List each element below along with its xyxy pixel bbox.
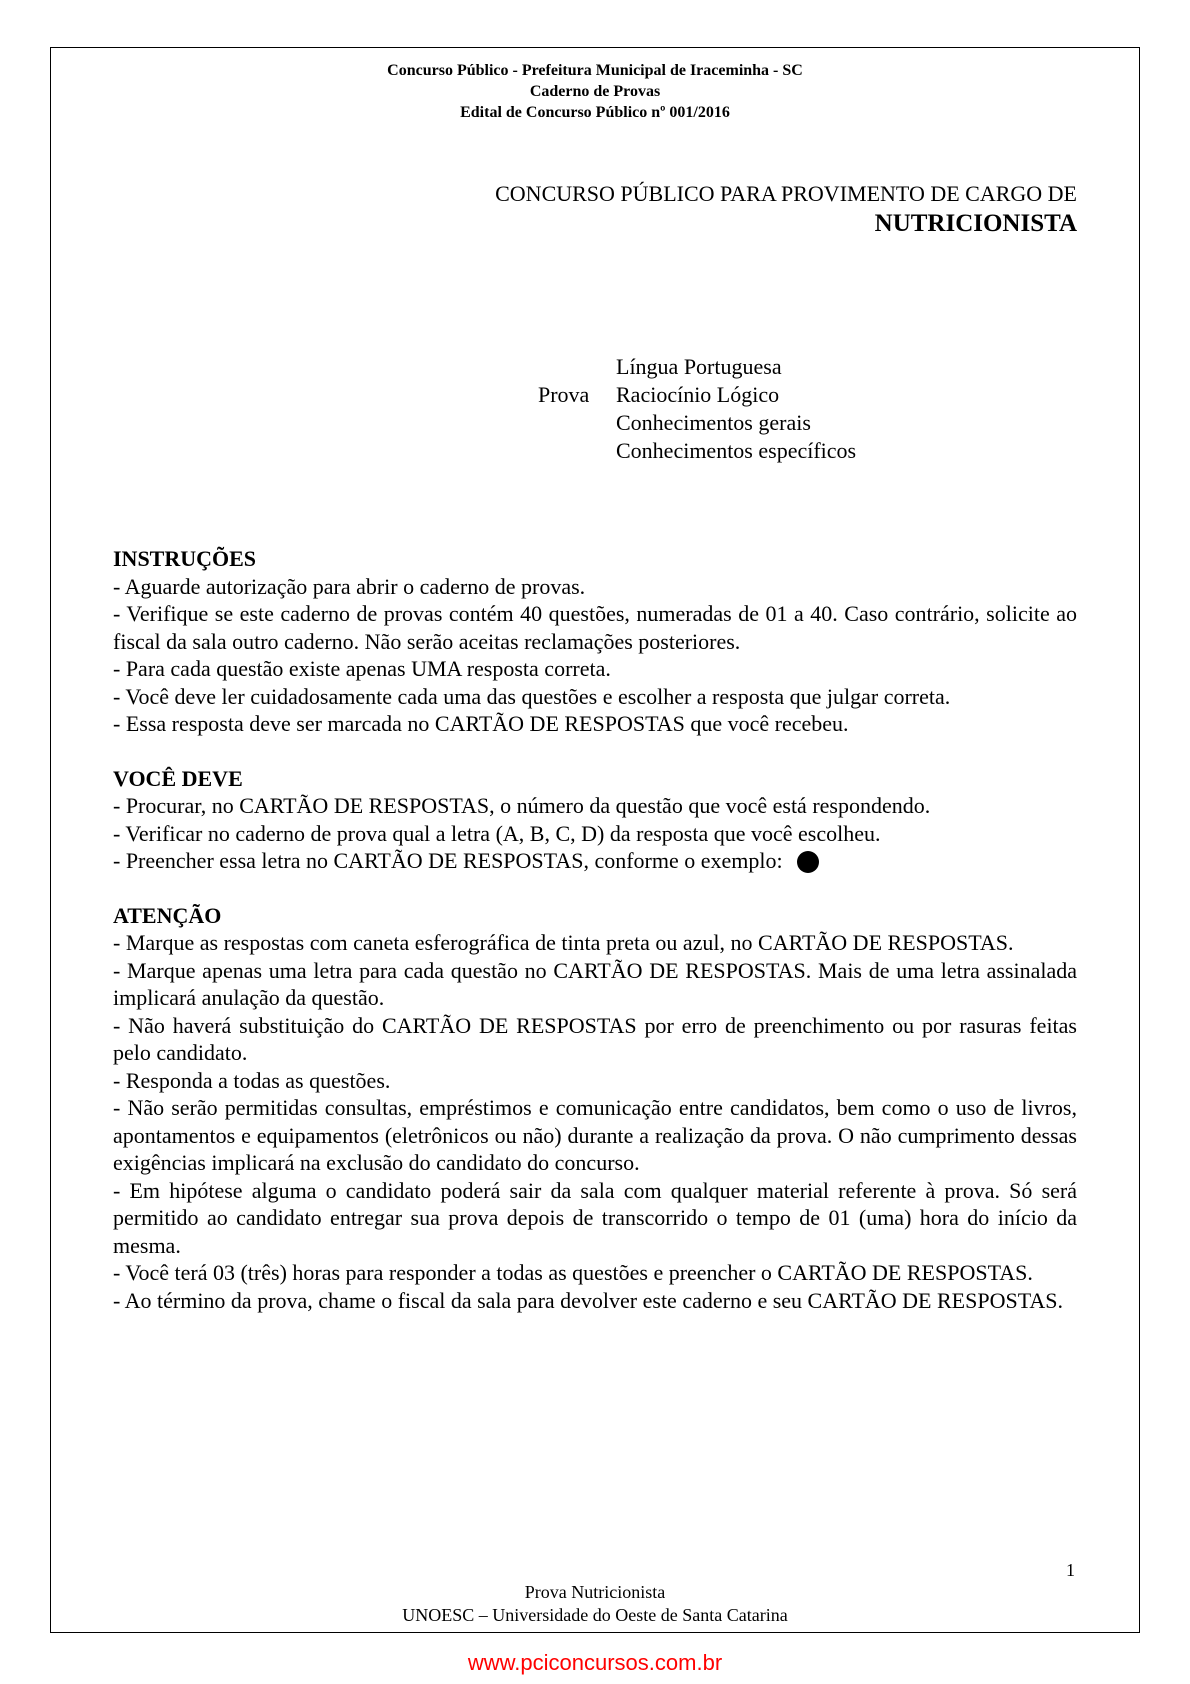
title-block bbox=[495, 180, 1077, 240]
instruction-item: - Você deve ler cuidadosamente cada uma das questões e escolher a resposta que julgar correta. bbox=[113, 683, 951, 709]
instruction-item: - Responda a todas as questões. bbox=[113, 1067, 391, 1093]
title-subtitle: CONCURSO PÚBLICO PARA PROVIMENTO DE CARGO DE bbox=[495, 181, 1077, 206]
website-link[interactable]: www.pciconcursos.com.br bbox=[467, 1650, 723, 1675]
instruction-item: - Marque as respostas com caneta esferográfica de tinta preta ou azul, no CARTÃO DE RESPOSTAS. bbox=[113, 930, 1014, 955]
instruction-item: - Para cada questão existe apenas UMA resposta correta. bbox=[113, 656, 611, 681]
section-voce-deve bbox=[113, 765, 1077, 875]
instruction-item: - Aguarde autorização para abrir o caderno de provas. bbox=[113, 573, 586, 599]
instruction-item: - Procurar, no CARTÃO DE RESPOSTAS, o número da questão que você está respondendo. bbox=[113, 793, 931, 818]
prova-subject: Raciocínio Lógico bbox=[616, 382, 780, 407]
instruction-item: - Verificar no caderno de prova qual a letra (A, B, C, D) da resposta que você escolheu. bbox=[113, 820, 881, 846]
prova-subject: Conhecimentos específicos bbox=[616, 438, 857, 463]
instruction-item: - Ao término da prova, chame o fiscal da sala para devolver este caderno e seu CARTÃO DE RESPOSTAS. bbox=[113, 1287, 1063, 1313]
header-line-3: Edital de Concurso Público nº 001/2016 bbox=[460, 104, 730, 121]
instruction-item: - Não serão permitidas consultas, empréstimos e comunicação entre candidatos, bem como o uso de livros, apontamentos e equipamentos (eletrônicos ou não) durante a realização da prova. O não cumprimento dessas exigências implicará na exclusão do candidato do concurso. bbox=[113, 1095, 1077, 1175]
page-footer bbox=[0, 1581, 1190, 1627]
instruction-item: - Verifique se este caderno de provas contém 40 questões, numeradas de 01 a 40. Caso contrário, solicite ao fiscal da sala outro caderno. Não serão aceitas reclamações posteriores. bbox=[113, 601, 1077, 654]
instructions-content bbox=[113, 545, 1077, 1341]
footer-line-2: UNOESC – Universidade do Oeste de Santa Catarina bbox=[402, 1605, 788, 1625]
instruction-item: - Preencher essa letra no CARTÃO DE RESPOSTAS, conforme o exemplo: bbox=[113, 848, 783, 873]
instruction-item: - Em hipótese alguma o candidato poderá sair da sala com qualquer material referente à prova. Só será permitido ao candidato entregar sua prova depois de transcorrido o tempo de 01 (uma) hora do início da mesma. bbox=[113, 1177, 1077, 1258]
section-heading-atencao: ATENÇÃO bbox=[113, 902, 222, 928]
section-heading-voce-deve: VOCÊ DEVE bbox=[113, 765, 243, 791]
instruction-item: - Essa resposta deve ser marcada no CARTÃO DE RESPOSTAS que você recebeu. bbox=[113, 711, 849, 736]
prova-subject-list bbox=[616, 353, 856, 465]
instruction-item: - Não haverá substituição do CARTÃO DE RESPOSTAS por erro de preenchimento ou por rasuras feitas pelo candidato. bbox=[113, 1012, 1077, 1065]
prova-subject: Conhecimentos gerais bbox=[616, 410, 811, 435]
page-number: 1 bbox=[1066, 1560, 1075, 1580]
instruction-item-with-example bbox=[113, 847, 1077, 875]
footer-line-1: Prova Nutricionista bbox=[524, 1582, 666, 1602]
header-line-1: Concurso Público - Prefeitura Municipal de Iraceminha - SC bbox=[387, 62, 803, 79]
title-cargo: NUTRICIONISTA bbox=[874, 210, 1077, 237]
section-atencao bbox=[113, 902, 1077, 1315]
header-line-2: Caderno de Provas bbox=[529, 83, 661, 100]
page-header bbox=[0, 60, 1190, 123]
prova-label: Prova bbox=[538, 382, 590, 407]
instruction-item: - Você terá 03 (três) horas para responder a todas as questões e preencher o CARTÃO DE RESPOSTAS. bbox=[113, 1260, 1033, 1285]
filled-circle-icon bbox=[797, 851, 819, 873]
section-heading-instrucoes: INSTRUÇÕES bbox=[113, 546, 257, 571]
prova-subject: Língua Portuguesa bbox=[616, 354, 782, 379]
section-instrucoes bbox=[113, 545, 1077, 738]
instruction-item: - Marque apenas uma letra para cada questão no CARTÃO DE RESPOSTAS. Mais de uma letra assinalada implicará anulação da questão. bbox=[113, 957, 1077, 1010]
